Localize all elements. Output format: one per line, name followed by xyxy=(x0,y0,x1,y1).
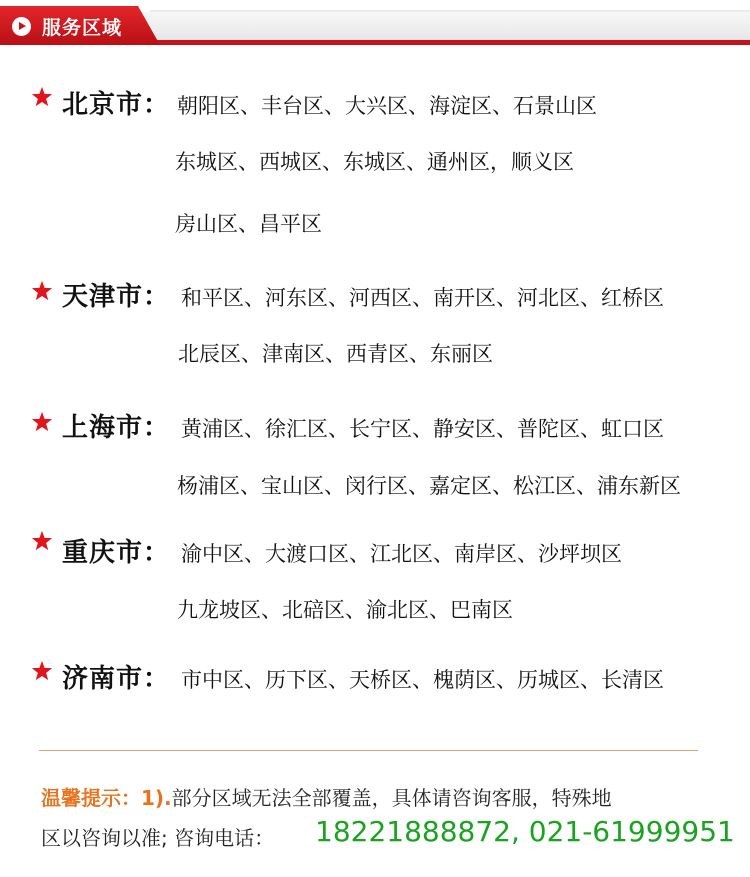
play-icon xyxy=(12,17,31,36)
section-header xyxy=(0,0,750,52)
district-list: 黄浦区、徐汇区、长宁区、静安区、普陀区、虹口区 xyxy=(181,417,664,441)
district-list: 和平区、河东区、河西区、南开区、河北区、红桥区 xyxy=(181,286,664,310)
section-title: 服务区域 xyxy=(42,17,123,39)
district-list: 杨浦区、宝山区、闵行区、嘉定区、松江区、浦东新区 xyxy=(177,474,681,498)
star-icon xyxy=(31,660,53,682)
phone-numbers: 18221888872, 021-61999951 xyxy=(315,815,735,848)
tip-label: 温馨提示：1). xyxy=(41,786,172,810)
tip-text: 部分区域无法全部覆盖，具体请咨询客服，特殊地 xyxy=(171,786,612,810)
city-name: 天津市： xyxy=(62,282,171,312)
city-name: 济南市： xyxy=(62,664,171,694)
district-list: 东城区、西城区、东城区、通州区，顺义区 xyxy=(175,150,574,174)
district-list: 九龙坡区、北碚区、渝北区、巴南区 xyxy=(177,598,513,622)
tip-text: 区以咨询以准; 咨询电话： xyxy=(41,826,275,850)
district-list: 渝中区、大渡口区、江北区、南岸区、沙坪坝区 xyxy=(181,542,622,566)
tip-line-1 xyxy=(41,782,612,811)
star-icon xyxy=(31,86,53,108)
district-list: 朝阳区、丰台区、大兴区、海淀区、石景山区 xyxy=(177,94,597,118)
city-name: 上海市： xyxy=(62,413,171,443)
star-icon xyxy=(31,280,53,302)
city-name: 重庆市： xyxy=(62,538,171,568)
city-name: 北京市： xyxy=(62,90,171,120)
tip-line-2 xyxy=(41,822,274,851)
divider xyxy=(39,750,698,751)
district-list: 市中区、历下区、天桥区、槐荫区、历城区、长清区 xyxy=(181,668,664,692)
star-icon xyxy=(31,530,53,552)
district-list: 房山区、昌平区 xyxy=(175,212,322,236)
district-list: 北辰区、津南区、西青区、东丽区 xyxy=(178,342,493,366)
header-background xyxy=(140,12,750,42)
star-icon xyxy=(31,411,53,433)
